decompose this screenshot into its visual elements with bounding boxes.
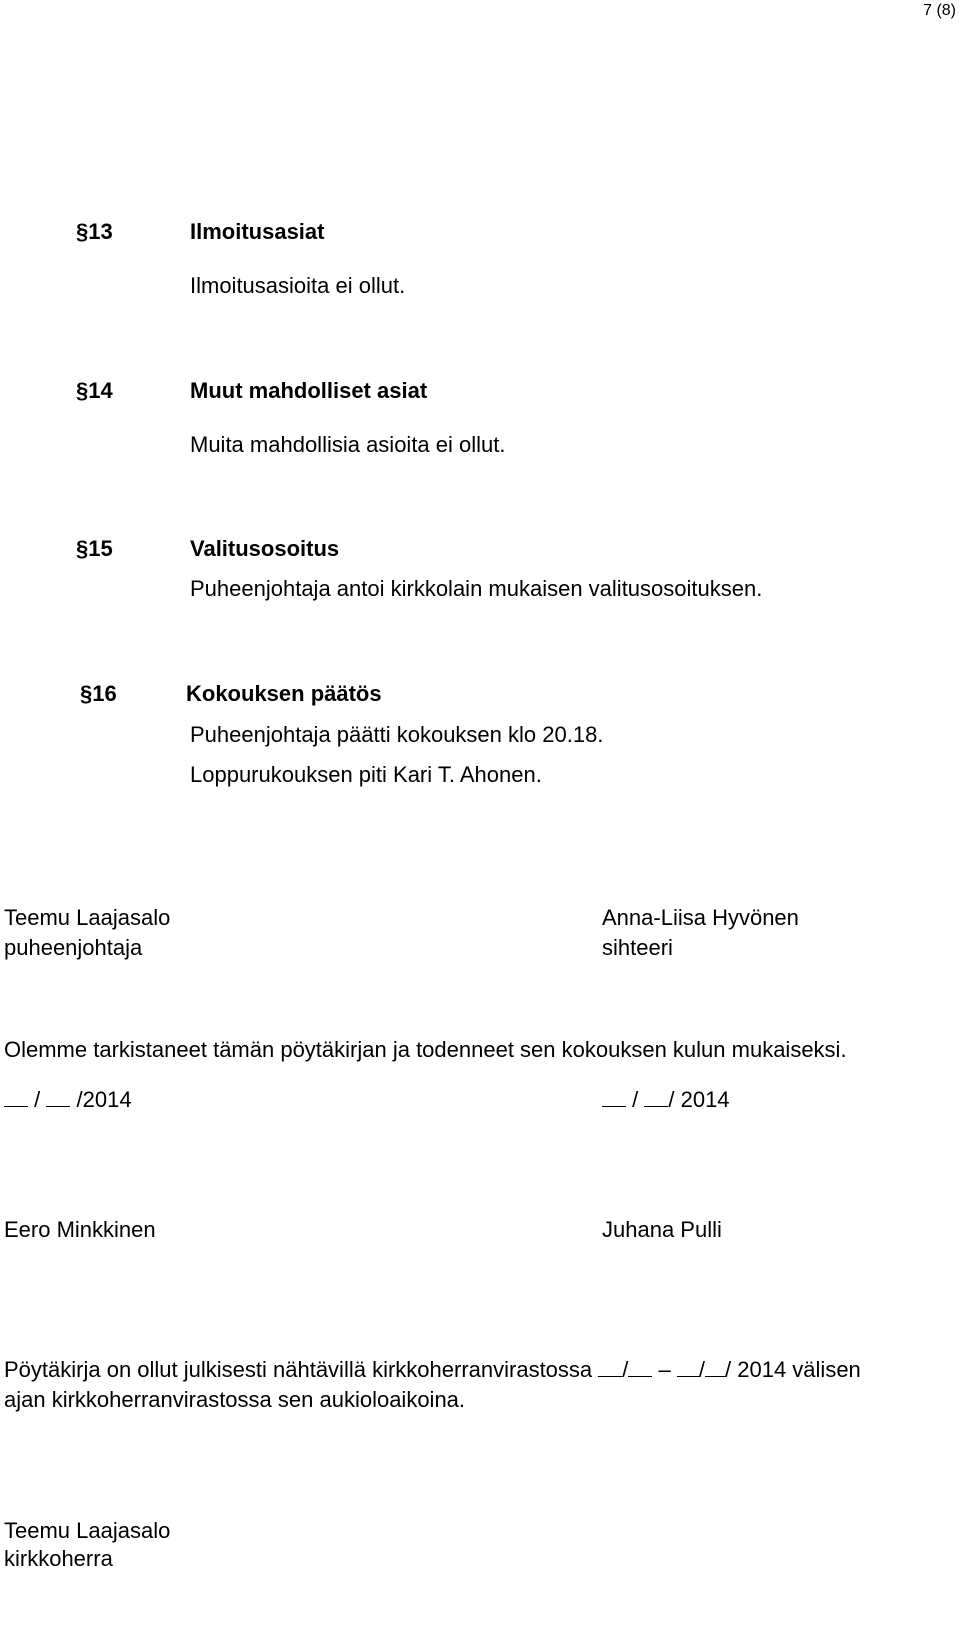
secretary-name: Anna-Liisa Hyvönen	[602, 905, 799, 930]
section-16-text-2: Loppurukouksen piti Kari T. Ahonen.	[190, 762, 542, 787]
section-16-text-1: Puheenjohtaja päätti kokouksen klo 20.18.	[190, 722, 604, 747]
date-blank	[705, 1358, 725, 1377]
section-heading: Muut mahdolliset asiat	[190, 378, 428, 403]
section-14-text: Muita mahdollisia asioita ei ollut.	[190, 432, 506, 457]
public-notice-text: Pöytäkirja on ollut julkisesti nähtävillä kirkkoherranvirastossa	[4, 1357, 593, 1382]
checker-left-name: Eero Minkkinen	[4, 1217, 156, 1242]
section-heading: Ilmoitusasiat	[190, 219, 325, 244]
section-15-text: Puheenjohtaja antoi kirkkolain mukaisen valitusosoituksen.	[190, 576, 763, 601]
date-blank	[677, 1358, 699, 1377]
section-13-text: Ilmoitusasioita ei ollut.	[190, 273, 406, 298]
date-blank	[628, 1358, 652, 1377]
section-number: §16	[80, 681, 117, 706]
verification-statement: Olemme tarkistaneet tämän pöytäkirjan ja todenneet sen kokouksen kulun mukaiseksi.	[4, 1037, 847, 1062]
date-separator: /	[622, 1357, 629, 1382]
public-notice-end: / 2014 välisen	[725, 1357, 861, 1382]
section-number: §14	[76, 378, 113, 403]
date-blank	[598, 1358, 622, 1377]
date-separator: /	[34, 1087, 41, 1112]
chair-name: Teemu Laajasalo	[4, 905, 171, 930]
public-notice-line-2: ajan kirkkoherranvirastossa sen aukioloaikoina.	[4, 1387, 466, 1412]
public-notice-line-1	[4, 1357, 861, 1383]
right-date-line	[602, 1087, 730, 1113]
section-number: §15	[76, 536, 113, 561]
date-range-dash: –	[658, 1357, 671, 1382]
date-year: / 2014	[668, 1087, 730, 1112]
section-number: §13	[76, 219, 113, 244]
date-blank	[4, 1088, 28, 1107]
chair-role: puheenjohtaja	[4, 935, 143, 960]
date-blank	[46, 1088, 70, 1107]
date-blank	[602, 1088, 626, 1107]
date-year: /2014	[76, 1087, 132, 1112]
section-heading: Kokouksen päätös	[186, 681, 382, 706]
section-heading: Valitusosoitus	[190, 536, 340, 561]
vicar-name: Teemu Laajasalo	[4, 1518, 171, 1543]
left-date-line	[4, 1087, 132, 1113]
secretary-role: sihteeri	[602, 935, 673, 960]
page-number: 7 (8)	[923, 2, 956, 19]
vicar-role: kirkkoherra	[4, 1546, 113, 1571]
date-separator: /	[632, 1087, 639, 1112]
checker-right-name: Juhana Pulli	[602, 1217, 722, 1242]
date-separator: /	[698, 1357, 706, 1382]
date-blank	[644, 1088, 668, 1107]
